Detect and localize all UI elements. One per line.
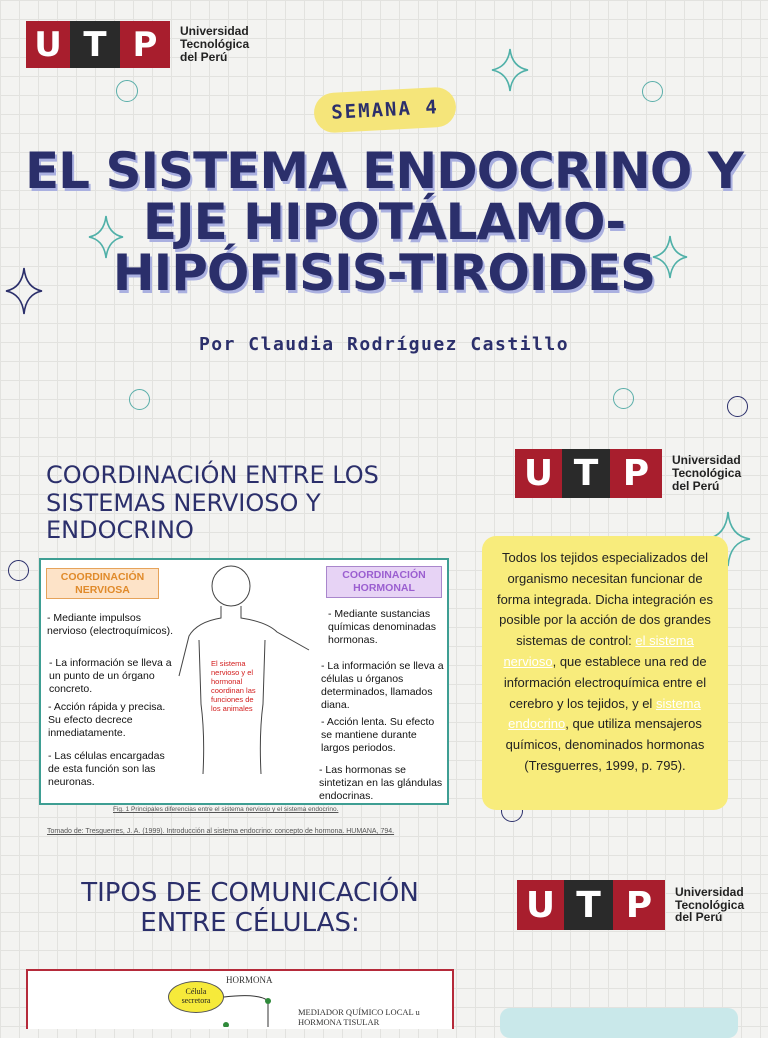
author: Por Claudia Rodríguez Castillo	[198, 334, 570, 355]
decor-circle	[642, 81, 663, 102]
hormonal-line-2: HORMONAL	[353, 581, 415, 594]
logo-letter-u: U	[26, 21, 70, 68]
logo-line-2: Tecnológica	[675, 897, 745, 912]
logo-line-1: Universidad	[672, 453, 741, 468]
info-card-partial	[500, 1008, 738, 1038]
section2-line-1: TIPOS DE COMUNICACIÓN	[81, 878, 419, 908]
title-line-1: EL SISTEMA ENDOCRINO Y	[25, 142, 743, 200]
logo-line-2: Tecnológica	[180, 37, 250, 52]
section-title-coordinacion	[46, 462, 379, 545]
logo-letter-p: P	[610, 449, 662, 498]
hormonal-item-1: - Mediante sustancias químicas denominadas hormonas.	[328, 608, 436, 647]
nerviosa-item-3: - Acción rápida y precisa. Su efecto decrece inmediatamente.	[48, 701, 166, 740]
logo-letter-t: T	[70, 21, 120, 68]
logo-letter-u: U	[517, 880, 564, 930]
logo-line-1: Universidad	[180, 24, 249, 39]
body-label: El sistema nervioso y el hormonal coordinan las funciones de los animales	[211, 659, 256, 713]
section2-line-2: ENTRE CÉLULAS:	[140, 907, 360, 938]
link-sistema-endocrino[interactable]: sistema endocrino	[508, 695, 701, 732]
logo-letter-p: P	[120, 21, 170, 68]
link-sistema-nervioso[interactable]: el sistema nervioso	[503, 633, 694, 669]
week-badge	[313, 86, 457, 133]
celula-line-2: secretora	[181, 996, 211, 1006]
logo-line-3: del Perú	[672, 478, 720, 493]
decor-circle	[8, 560, 29, 581]
logo-line-2: Tecnológica	[672, 466, 742, 481]
celula-secretora	[168, 981, 224, 1013]
utp-logo	[26, 21, 249, 68]
logo-letter-p: P	[613, 880, 665, 930]
nerviosa-item-1: - Mediante impulsos nervioso (electroquímicos).	[47, 612, 174, 638]
decor-circle	[727, 396, 748, 417]
diagram-label-mediador	[298, 1007, 420, 1027]
info-card	[482, 536, 728, 810]
hormonal-item-2: - La información se lleva a células u órganos determinados, llamados diana.	[321, 660, 444, 712]
logo-letter-u: U	[515, 449, 562, 498]
figure-coordinacion	[39, 558, 449, 805]
utp-logo	[515, 449, 741, 498]
week-label: SEMANA 4	[330, 96, 440, 124]
decor-circle	[129, 389, 150, 410]
hormonal-line-1: COORDINACIÓN	[342, 569, 426, 581]
figure-caption: Fig. 1 Principales diferencias entre el sistema nervioso y el sistema endocrino.	[113, 806, 339, 813]
hormonal-item-3: - Acción lenta. Su efecto se mantiene durante largos periodos.	[321, 716, 435, 755]
mediador-line-2: HORMONA TISULAR	[298, 1017, 380, 1027]
diagram-comunicacion	[26, 969, 454, 1029]
sparkle-icon	[490, 47, 530, 93]
logo-letter-t: T	[562, 449, 610, 498]
hormonal-item-4: - Las hormonas se sintetizan en las glándulas endocrinas.	[319, 764, 443, 803]
title-line-2: EJE HIPOTÁLAMO-	[142, 193, 626, 251]
card-text-3: , que utiliza mensajeros químicos, denominados hormonas (Tresguerres, 1999, p. 795).	[505, 716, 705, 773]
logo-line-3: del Perú	[180, 49, 228, 64]
celula-line-1: Célula	[185, 987, 207, 996]
decor-circle	[613, 388, 634, 409]
nerviosa-item-2: - La información se lleva a un punto de un órgano concreto.	[49, 657, 172, 696]
diagram-arrow	[220, 987, 280, 1027]
decor-circle	[116, 80, 138, 102]
diagram-label-hormona: HORMONA	[226, 975, 273, 985]
section-title-tipos	[40, 879, 460, 939]
label-coordinacion-nerviosa	[46, 568, 159, 599]
title-line-3: HIPÓFISIS-TIROIDES	[112, 244, 656, 302]
utp-logo	[517, 880, 744, 930]
mediador-line-1: MEDIADOR QUÍMICO LOCAL u	[298, 1007, 420, 1017]
label-coordinacion-hormonal	[326, 566, 442, 598]
logo-letter-t: T	[564, 880, 613, 930]
section1-line-3: ENDOCRINO	[46, 516, 194, 545]
logo-line-1: Universidad	[675, 884, 744, 899]
section1-line-1: COORDINACIÓN ENTRE LOS	[46, 461, 379, 489]
figure-source: Tomado de: Tresguerres, J. A. (1999). Introducción al sistema endocrino: concepto de hormona. HUMANA, 794.	[47, 828, 395, 835]
card-text-1: Todos los tejidos especializados del organismo necesitan funcionar de forma integrada. Dicha integración es posible por la acción de dos grandes sistemas de control:	[496, 550, 714, 649]
logo-line-3: del Perú	[675, 910, 723, 925]
page-title	[24, 142, 744, 302]
nerviosa-item-4: - Las células encargadas de esta función son las neuronas.	[48, 750, 165, 789]
section1-line-2: SISTEMAS NERVIOSO Y	[46, 488, 321, 517]
card-text-2: , que establece una red de información electroquímica entre el cerebro y los tejidos, y el	[503, 653, 707, 711]
nerviosa-line-2: NERVIOSA	[75, 583, 130, 596]
nerviosa-line-1: COORDINACIÓN	[60, 571, 145, 583]
